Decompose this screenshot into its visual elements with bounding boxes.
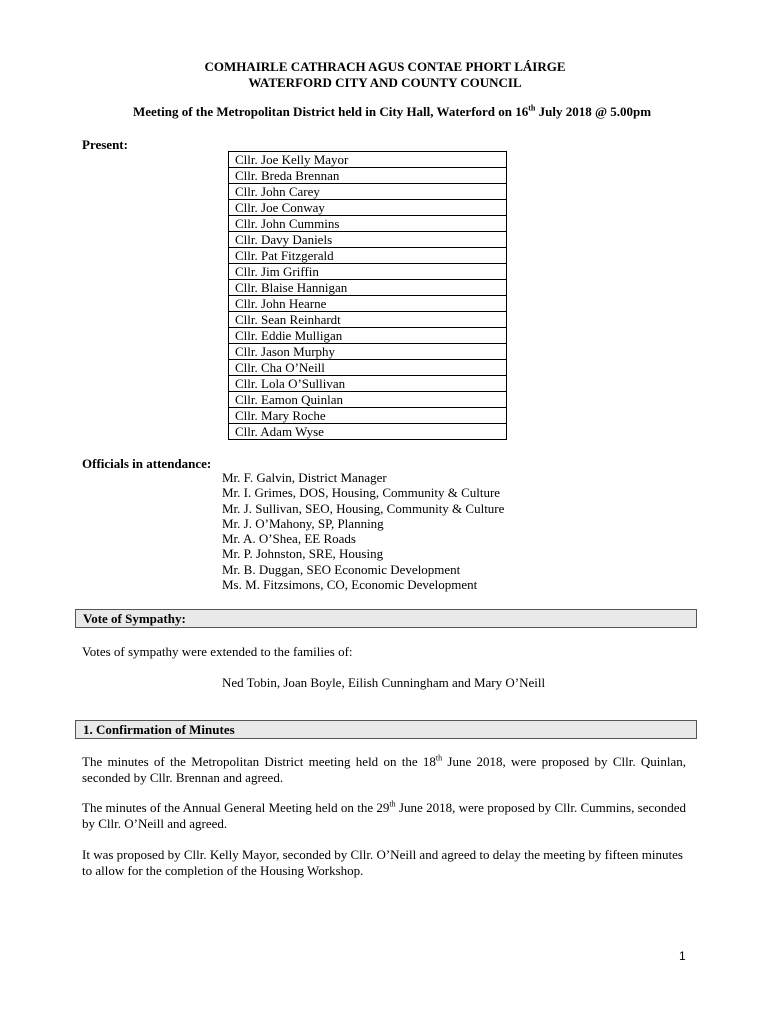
official-item: Mr. B. Duggan, SEO Economic Development [222, 561, 461, 577]
member-row [229, 200, 507, 216]
vote-of-sympathy-text: Votes of sympathy were extended to the families of: [82, 644, 353, 659]
member-row [229, 408, 507, 424]
member-row [229, 232, 507, 248]
meeting-heading-pre: Meeting of the Metropolitan District held in City Hall, Waterford on 16 [133, 104, 529, 119]
member-row [229, 184, 507, 200]
minutes-p1-post: June 2018, were proposed by Cllr. Quinlan, seconded by Cllr. Brennan and agreed. [82, 754, 686, 785]
member-name: Cllr. Mary Roche [229, 408, 507, 424]
official-item: Mr. I. Grimes, DOS, Housing, Community & Culture [222, 485, 501, 501]
page-number: 1 [679, 949, 686, 963]
members-table [228, 151, 507, 440]
official-item: Mr. P. Johnston, SRE, Housing [222, 546, 384, 562]
minutes-p1-suffix: th [435, 753, 443, 763]
minutes-p1-pre: The minutes of the Metropolitan District meeting held on the 18 [82, 754, 436, 769]
member-name: Cllr. Eddie Mulligan [229, 328, 507, 344]
member-row [229, 152, 507, 168]
meeting-heading-post: July 2018 @ 5.00pm [535, 104, 652, 119]
member-name: Cllr. Lola O’Sullivan [229, 376, 507, 392]
officials-list [222, 470, 504, 592]
council-title-irish: COMHAIRLE CATHRACH AGUS CONTAE PHORT LÁIRGE [204, 59, 566, 74]
official-item: Ms. M. Fitzsimons, CO, Economic Development [222, 577, 478, 593]
official-item: Mr. J. Sullivan, SEO, Housing, Community & Culture [222, 500, 505, 516]
member-row [229, 344, 507, 360]
member-name: Cllr. Blaise Hannigan [229, 280, 507, 296]
member-row [229, 424, 507, 440]
member-row [229, 376, 507, 392]
member-row [229, 360, 507, 376]
member-row [229, 296, 507, 312]
member-row [229, 312, 507, 328]
official-item: Mr. A. O’Shea, EE Roads [222, 531, 356, 547]
minutes-paragraph-1 [82, 754, 686, 786]
official-item: Mr. F. Galvin, District Manager [222, 470, 387, 485]
member-row [229, 248, 507, 264]
member-name: Cllr. Adam Wyse [229, 424, 507, 440]
member-row [229, 216, 507, 232]
member-name: Cllr. Jim Griffin [229, 264, 507, 280]
member-row [229, 392, 507, 408]
meeting-heading [133, 104, 651, 120]
official-item: Mr. J. O’Mahony, SP, Planning [222, 515, 384, 531]
vote-of-sympathy-heading: Vote of Sympathy: [75, 609, 697, 628]
minutes-p2-suffix: th [389, 799, 396, 809]
meeting-date-suffix: th [528, 103, 536, 113]
member-row [229, 168, 507, 184]
member-name: Cllr. Eamon Quinlan [229, 392, 507, 408]
present-label: Present: [82, 137, 128, 152]
minutes-p2-pre: The minutes of the Annual General Meeting held on the 29 [82, 800, 390, 815]
vote-of-sympathy-names: Ned Tobin, Joan Boyle, Eilish Cunningham and Mary O’Neill [222, 675, 546, 690]
minutes-p2-post: June 2018, were proposed by Cllr. Cummins, seconded by Cllr. O’Neill and agreed. [82, 800, 686, 831]
member-name: Cllr. Cha O’Neill [229, 360, 507, 376]
confirmation-of-minutes-heading: 1. Confirmation of Minutes [75, 720, 697, 739]
minutes-paragraph-2 [82, 800, 686, 832]
minutes-paragraph-3: It was proposed by Cllr. Kelly Mayor, seconded by Cllr. O’Neill and agreed to delay the meeting by fifteen minutes to allow for the completion of the Housing Workshop. [82, 847, 683, 878]
member-name: Cllr. Breda Brennan [229, 168, 507, 184]
member-name: Cllr. Sean Reinhardt [229, 312, 507, 328]
member-row [229, 280, 507, 296]
member-name: Cllr. John Cummins [229, 216, 507, 232]
member-name: Cllr. Pat Fitzgerald [229, 248, 507, 264]
member-row [229, 328, 507, 344]
officials-label: Officials in attendance: [82, 456, 212, 471]
member-name: Cllr. Jason Murphy [229, 344, 507, 360]
member-name: Cllr. Davy Daniels [229, 232, 507, 248]
member-name: Cllr. Joe Kelly Mayor [229, 152, 507, 168]
member-name: Cllr. John Hearne [229, 296, 507, 312]
member-row [229, 264, 507, 280]
member-name: Cllr. Joe Conway [229, 200, 507, 216]
member-name: Cllr. John Carey [229, 184, 507, 200]
council-title-english: WATERFORD CITY AND COUNTY COUNCIL [248, 75, 522, 90]
